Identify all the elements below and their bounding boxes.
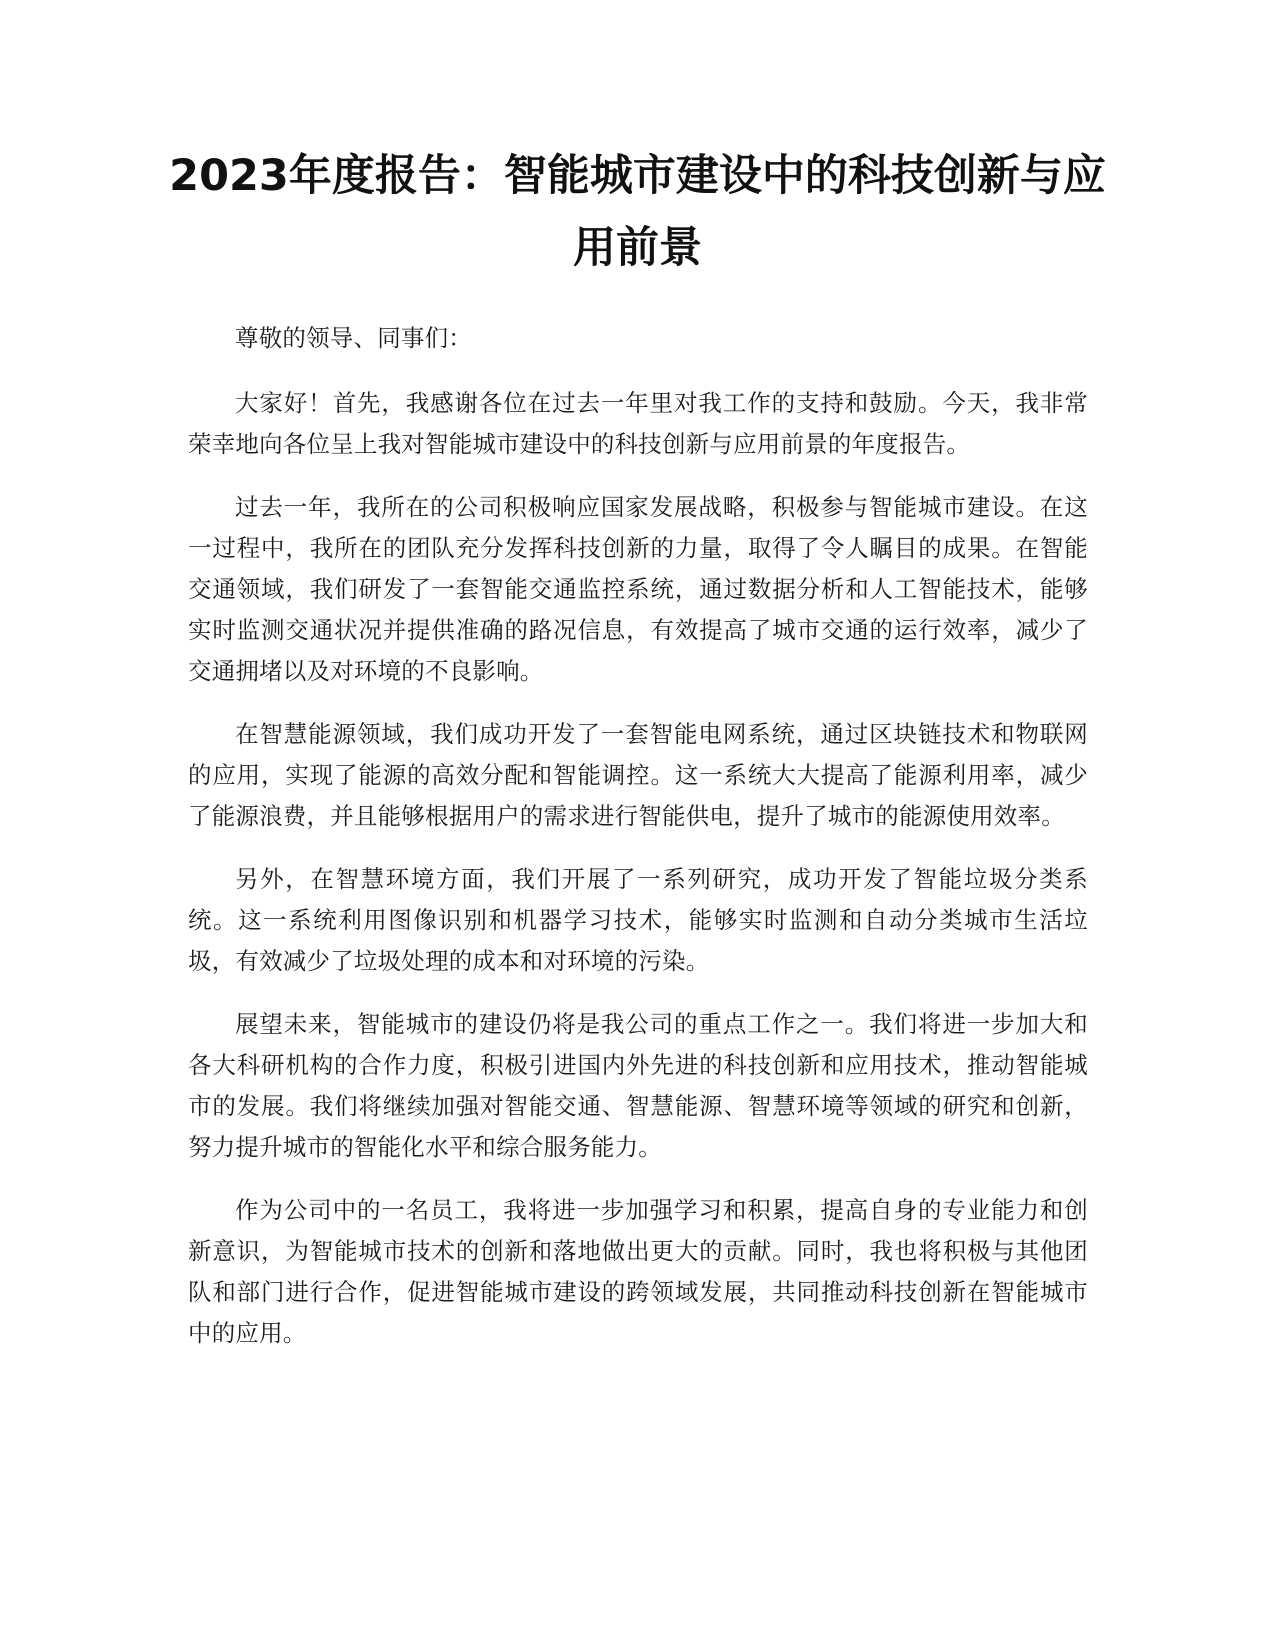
document-body [188, 318, 1088, 1376]
document-title: 2023年度报告：智能城市建设中的科技创新与应用前景 [169, 151, 1106, 273]
paragraph-outlook: 展望未来，智能城市的建设仍将是我公司的重点工作之一。我们将进一步加大和各大科研机构的合作力度，积极引进国内外先进的科技创新和应用技术，推动智能城市的发展。我们将继续加强对智能交通、智慧能源、智慧环境等领域的研究和创新，努力提升城市的智能化水平和综合服务能力。 [188, 1010, 1088, 1161]
paragraph-smart-environment: 另外，在智慧环境方面，我们开展了一系列研究，成功开发了智能垃圾分类系统。这一系统利用图像识别和机器学习技术，能够实时监测和自动分类城市生活垃圾，有效减少了垃圾处理的成本和对环境的污染。 [188, 865, 1088, 975]
paragraph-personal-commitment: 作为公司中的一名员工，我将进一步加强学习和积累，提高自身的专业能力和创新意识，为智能城市技术的创新和落地做出更大的贡献。同时，我也将积极与其他团队和部门进行合作，促进智能城市建设的跨领域发展，共同推动科技创新在智能城市中的应用。 [188, 1196, 1088, 1347]
paragraph-greeting: 大家好！首先，我感谢各位在过去一年里对我工作的支持和鼓励。今天，我非常荣幸地向各位呈上我对智能城市建设中的科技创新与应用前景的年度报告。 [188, 389, 1088, 458]
paragraph-smart-energy: 在智慧能源领域，我们成功开发了一套智能电网系统，通过区块链技术和物联网的应用，实现了能源的高效分配和智能调控。这一系统大大提高了能源利用率，减少了能源浪费，并且能够根据用户的需求进行智能供电，提升了城市的能源使用效率。 [188, 720, 1088, 830]
salutation: 尊敬的领导、同事们： [235, 324, 472, 352]
paragraph-smart-traffic: 过去一年，我所在的公司积极响应国家发展战略，积极参与智能城市建设。在这一过程中，我所在的团队充分发挥科技创新的力量，取得了令人瞩目的成果。在智能交通领域，我们研发了一套智能交通监控系统，通过数据分析和人工智能技术，能够实时监测交通状况并提供准确的路况信息，有效提高了城市交通的运行效率，减少了交通拥堵以及对环境的不良影响。 [188, 493, 1088, 685]
